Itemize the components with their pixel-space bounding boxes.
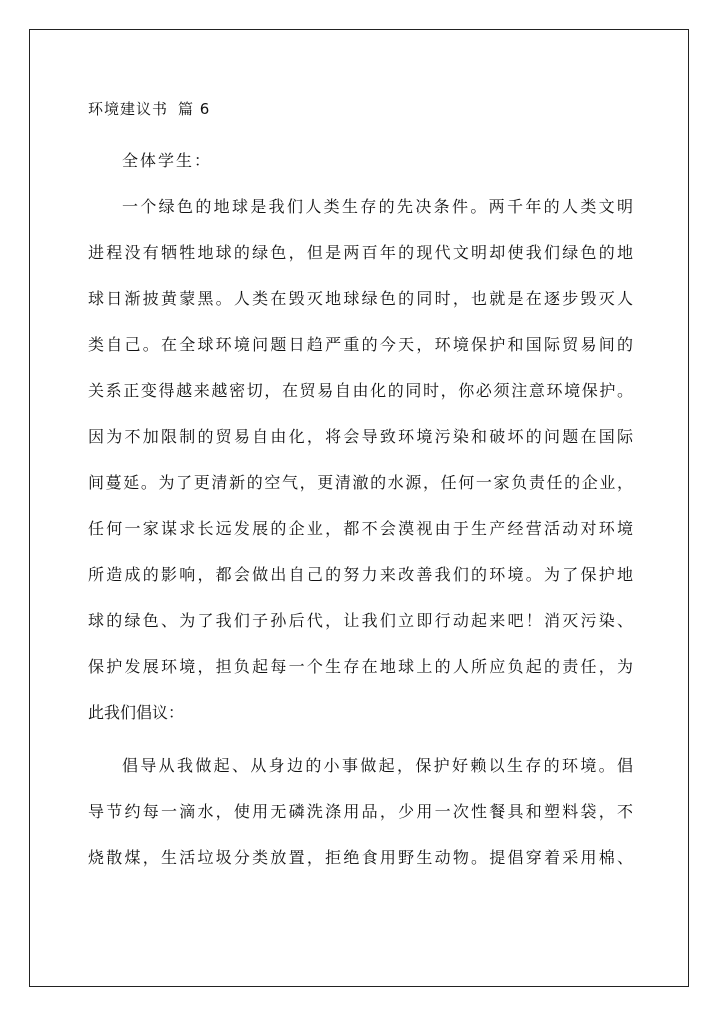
salutation: 全体学生： <box>122 151 213 170</box>
paragraph-line: 球日渐披黄蒙黑。人类在毁灭地球绿色的同时，也就是在逐步毁灭人 <box>88 289 633 308</box>
document-title-row <box>88 99 210 119</box>
paragraph-line: 类自己。在全球环境问题日趋严重的今天，环境保护和国际贸易间的 <box>88 335 633 354</box>
paragraph-line: 保护发展环境，担负起每一个生存在地球上的人所应负起的责任，为 <box>88 657 633 676</box>
paragraph-line: 烧散煤，生活垃圾分类放置，拒绝食用野生动物。提倡穿着采用棉、 <box>88 848 633 867</box>
page-border <box>29 29 689 987</box>
paragraph-line: 因为不加限制的贸易自由化，将会导致环境污染和破坏的问题在国际 <box>88 427 633 446</box>
paragraph-line: 倡导从我做起、从身边的小事做起，保护好赖以生存的环境。倡 <box>122 756 633 775</box>
paragraph-line: 关系正变得越来越密切，在贸易自由化的同时，你必须注意环境保护。 <box>88 381 633 400</box>
paragraph-line: 间蔓延。为了更清新的空气，更清澈的水源，任何一家负责任的企业， <box>88 473 633 492</box>
section-label: 篇 6 <box>178 100 211 118</box>
paragraph-line: 球的绿色、为了我们子孙后代，让我们立即行动起来吧！消灭污染、 <box>88 611 633 630</box>
paragraph-line: 所造成的影响，都会做出自己的努力来改善我们的环境。为了保护地 <box>88 565 633 584</box>
paragraph-line: 任何一家谋求长远发展的企业，都不会漠视由于生产经营活动对环境 <box>88 519 633 538</box>
document-title: 环境建议书 <box>88 100 169 118</box>
paragraph-line: 此我们倡议： <box>88 703 185 722</box>
paragraph-line: 一个绿色的地球是我们人类生存的先决条件。两千年的人类文明 <box>122 197 633 216</box>
paragraph-line: 导节约每一滴水，使用无磷洗涤用品，少用一次性餐具和塑料袋，不 <box>88 802 633 821</box>
paragraph-line: 进程没有牺牲地球的绿色，但是两百年的现代文明却使我们绿色的地 <box>88 243 633 262</box>
